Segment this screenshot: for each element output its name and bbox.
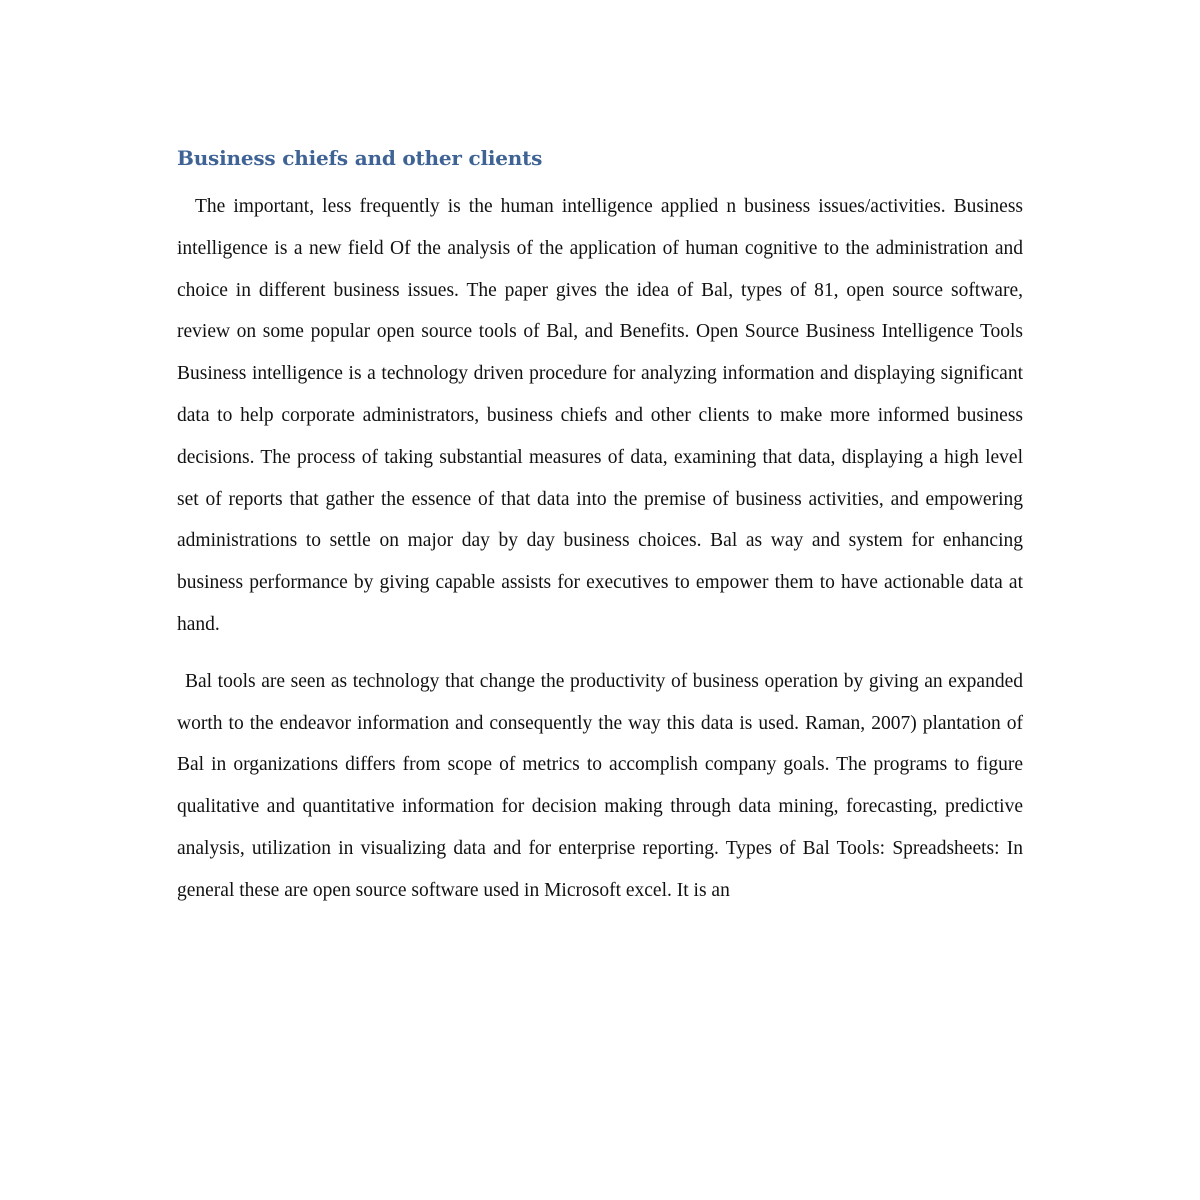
body-paragraph-2: Bal tools are seen as technology that change the productivity of business operation by giving an expanded worth to the endeavor information and consequently the way this data is used. Raman, 2007) plantation of Bal in organizations differs from scope of metrics to accomplish company goals. The programs to figure qualitative and quantitative information for decision making through data mining, forecasting, predictive analysis, utilization in visualizing data and for enterprise reporting. Types of Bal Tools: Spreadsheets: In general these are open source software used in Microsoft excel. It is an bbox=[177, 670, 1023, 901]
body-paragraph-1: The important, less frequently is the human intelligence applied n business issues/activities. Business intelligence is a new field Of the analysis of the application of human cognitive to the administration and choice in different business issues. The paper gives the idea of Bal, types of 81, open source software, review on some popular open source tools of Bal, and Benefits. Open Source Business Intelligence Tools Business intelligence is a technology driven procedure for analyzing information and displaying significant data to help corporate administrators, business chiefs and other clients to make more informed business decisions. The process of taking substantial measures of data, examining that data, displaying a high level set of reports that gather the essence of that data into the premise of business activities, and empowering administrations to settle on major day by day business choices. Bal as way and system for enhancing business performance by giving capable assists for executives to empower them to have actionable data at hand. bbox=[177, 196, 1023, 635]
section-heading: Business chiefs and other clients bbox=[177, 146, 543, 170]
document-page bbox=[177, 140, 1023, 912]
